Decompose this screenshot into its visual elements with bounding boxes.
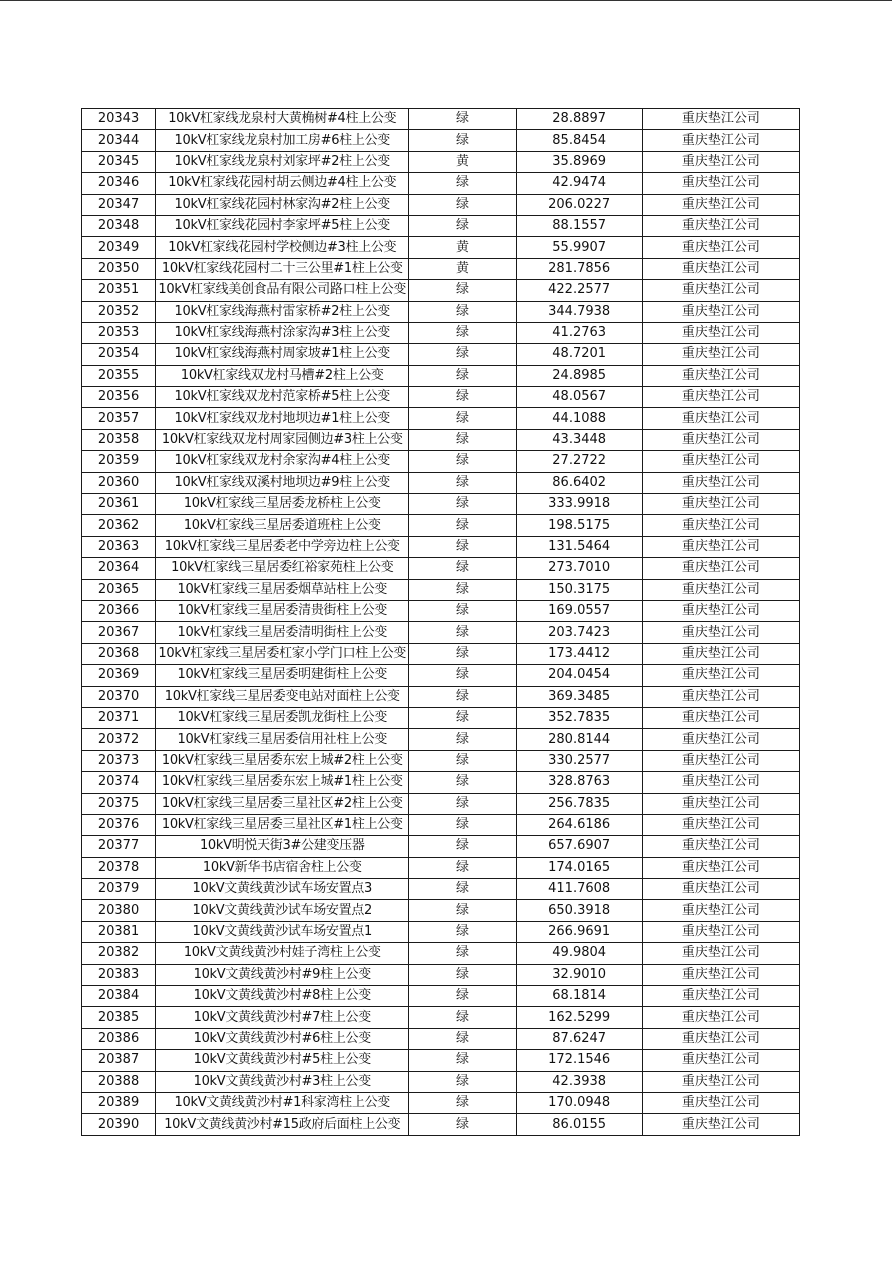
transformer-name-cell: 10kV杠家线三星居委信用社柱上公变 — [156, 729, 409, 750]
company-cell: 重庆垫江公司 — [642, 921, 799, 942]
table-row — [82, 793, 800, 814]
company-cell: 重庆垫江公司 — [642, 408, 799, 429]
status-cell: 绿 — [409, 772, 516, 793]
status-cell: 绿 — [409, 1092, 516, 1113]
status-cell: 绿 — [409, 408, 516, 429]
table-row — [82, 365, 800, 386]
transformer-name-cell: 10kV杠家线三星居委清明街柱上公变 — [156, 622, 409, 643]
transformer-name-cell: 10kV文黄线黄沙村#5柱上公变 — [156, 1050, 409, 1071]
transformer-name-cell: 10kV文黄线黄沙村#15政府后面柱上公变 — [156, 1114, 409, 1135]
row-id-cell: 20372 — [82, 729, 156, 750]
row-id-cell: 20382 — [82, 943, 156, 964]
company-cell: 重庆垫江公司 — [642, 964, 799, 985]
value-cell: 43.3448 — [516, 429, 642, 450]
value-cell: 42.9474 — [516, 173, 642, 194]
row-id-cell: 20361 — [82, 494, 156, 515]
company-cell: 重庆垫江公司 — [642, 943, 799, 964]
company-cell: 重庆垫江公司 — [642, 643, 799, 664]
row-id-cell: 20366 — [82, 600, 156, 621]
status-cell: 绿 — [409, 1071, 516, 1092]
transformer-name-cell: 10kV杠家线双龙村周家园侧边#3柱上公变 — [156, 429, 409, 450]
transformer-name-cell: 10kV杠家线三星居委红裕家苑柱上公变 — [156, 558, 409, 579]
transformer-name-cell: 10kV文黄线黄沙村#9柱上公变 — [156, 964, 409, 985]
table-body — [82, 109, 800, 1136]
row-id-cell: 20384 — [82, 986, 156, 1007]
value-cell: 48.7201 — [516, 344, 642, 365]
status-cell: 绿 — [409, 729, 516, 750]
row-id-cell: 20385 — [82, 1007, 156, 1028]
company-cell: 重庆垫江公司 — [642, 280, 799, 301]
table-row — [82, 429, 800, 450]
row-id-cell: 20381 — [82, 921, 156, 942]
company-cell: 重庆垫江公司 — [642, 536, 799, 557]
table-row — [82, 301, 800, 322]
company-cell: 重庆垫江公司 — [642, 579, 799, 600]
row-id-cell: 20367 — [82, 622, 156, 643]
transformer-name-cell: 10kV杠家线双龙村范家桥#5柱上公变 — [156, 387, 409, 408]
status-cell: 绿 — [409, 879, 516, 900]
value-cell: 170.0948 — [516, 1092, 642, 1113]
table-row — [82, 558, 800, 579]
company-cell: 重庆垫江公司 — [642, 1114, 799, 1135]
value-cell: 41.2763 — [516, 322, 642, 343]
value-cell: 650.3918 — [516, 900, 642, 921]
table-row — [82, 750, 800, 771]
transformer-name-cell: 10kV杠家线三星居委清贵街柱上公变 — [156, 600, 409, 621]
company-cell: 重庆垫江公司 — [642, 494, 799, 515]
transformer-name-cell: 10kV杠家线三星居委三星社区#2柱上公变 — [156, 793, 409, 814]
company-cell: 重庆垫江公司 — [642, 301, 799, 322]
value-cell: 203.7423 — [516, 622, 642, 643]
row-id-cell: 20351 — [82, 280, 156, 301]
company-cell: 重庆垫江公司 — [642, 793, 799, 814]
table-row — [82, 237, 800, 258]
row-id-cell: 20364 — [82, 558, 156, 579]
transformer-name-cell: 10kV新华书店宿舍柱上公变 — [156, 857, 409, 878]
status-cell: 绿 — [409, 344, 516, 365]
value-cell: 206.0227 — [516, 194, 642, 215]
company-cell: 重庆垫江公司 — [642, 836, 799, 857]
status-cell: 绿 — [409, 686, 516, 707]
table-row — [82, 1050, 800, 1071]
value-cell: 657.6907 — [516, 836, 642, 857]
company-cell: 重庆垫江公司 — [642, 1007, 799, 1028]
value-cell: 44.1088 — [516, 408, 642, 429]
row-id-cell: 20374 — [82, 772, 156, 793]
transformer-name-cell: 10kV杠家线花园村李家坪#5柱上公变 — [156, 215, 409, 236]
row-id-cell: 20389 — [82, 1092, 156, 1113]
transformer-name-cell: 10kV杠家线三星居委三星社区#1柱上公变 — [156, 814, 409, 835]
company-cell: 重庆垫江公司 — [642, 1050, 799, 1071]
status-cell: 绿 — [409, 643, 516, 664]
transformer-name-cell: 10kV杠家线海燕村涂家沟#3柱上公变 — [156, 322, 409, 343]
row-id-cell: 20343 — [82, 109, 156, 130]
value-cell: 411.7608 — [516, 879, 642, 900]
transformer-name-cell: 10kV文黄线黄沙村娃子湾柱上公变 — [156, 943, 409, 964]
company-cell: 重庆垫江公司 — [642, 344, 799, 365]
status-cell: 绿 — [409, 1007, 516, 1028]
value-cell: 173.4412 — [516, 643, 642, 664]
row-id-cell: 20360 — [82, 472, 156, 493]
company-cell: 重庆垫江公司 — [642, 472, 799, 493]
row-id-cell: 20344 — [82, 130, 156, 151]
company-cell: 重庆垫江公司 — [642, 665, 799, 686]
value-cell: 55.9907 — [516, 237, 642, 258]
status-cell: 绿 — [409, 322, 516, 343]
transformer-name-cell: 10kV杠家线双龙村余家沟#4柱上公变 — [156, 451, 409, 472]
transformer-name-cell: 10kV杠家线双龙村马槽#2柱上公变 — [156, 365, 409, 386]
transformer-name-cell: 10kV文黄线黄沙试车场安置点2 — [156, 900, 409, 921]
company-cell: 重庆垫江公司 — [642, 750, 799, 771]
row-id-cell: 20369 — [82, 665, 156, 686]
row-id-cell: 20358 — [82, 429, 156, 450]
transformer-name-cell: 10kV杠家线海燕村周家坡#1柱上公变 — [156, 344, 409, 365]
value-cell: 281.7856 — [516, 258, 642, 279]
status-cell: 绿 — [409, 622, 516, 643]
value-cell: 86.0155 — [516, 1114, 642, 1135]
company-cell: 重庆垫江公司 — [642, 772, 799, 793]
status-cell: 绿 — [409, 280, 516, 301]
value-cell: 131.5464 — [516, 536, 642, 557]
row-id-cell: 20365 — [82, 579, 156, 600]
row-id-cell: 20375 — [82, 793, 156, 814]
row-id-cell: 20380 — [82, 900, 156, 921]
table-row — [82, 408, 800, 429]
transformer-name-cell: 10kV杠家线双溪村地坝边#9柱上公变 — [156, 472, 409, 493]
value-cell: 28.8897 — [516, 109, 642, 130]
table-row — [82, 151, 800, 172]
company-cell: 重庆垫江公司 — [642, 879, 799, 900]
table-row — [82, 665, 800, 686]
table-row — [82, 515, 800, 536]
value-cell: 280.8144 — [516, 729, 642, 750]
value-cell: 150.3175 — [516, 579, 642, 600]
company-cell: 重庆垫江公司 — [642, 429, 799, 450]
status-cell: 绿 — [409, 215, 516, 236]
row-id-cell: 20386 — [82, 1028, 156, 1049]
page-top-border — [0, 0, 892, 1]
transformer-name-cell: 10kV杠家线花园村二十三公里#1柱上公变 — [156, 258, 409, 279]
value-cell: 333.9918 — [516, 494, 642, 515]
table-row — [82, 579, 800, 600]
transformer-name-cell: 10kV杠家线三星居委东宏上城#1柱上公变 — [156, 772, 409, 793]
transformer-name-cell: 10kV文黄线黄沙村#1科家湾柱上公变 — [156, 1092, 409, 1113]
table-row — [82, 322, 800, 343]
transformer-name-cell: 10kV杠家线三星居委变电站对面柱上公变 — [156, 686, 409, 707]
transformer-name-cell: 10kV杠家线双龙村地坝边#1柱上公变 — [156, 408, 409, 429]
transformer-name-cell: 10kV杠家线三星居委东宏上城#2柱上公变 — [156, 750, 409, 771]
status-cell: 绿 — [409, 600, 516, 621]
value-cell: 198.5175 — [516, 515, 642, 536]
row-id-cell: 20353 — [82, 322, 156, 343]
value-cell: 68.1814 — [516, 986, 642, 1007]
transformer-name-cell: 10kV文黄线黄沙村#7柱上公变 — [156, 1007, 409, 1028]
value-cell: 328.8763 — [516, 772, 642, 793]
table-row — [82, 857, 800, 878]
transformer-name-cell: 10kV杠家线三星居委老中学旁边柱上公变 — [156, 536, 409, 557]
transformer-name-cell: 10kV文黄线黄沙村#8柱上公变 — [156, 986, 409, 1007]
transformer-name-cell: 10kV文黄线黄沙村#6柱上公变 — [156, 1028, 409, 1049]
table-row — [82, 879, 800, 900]
row-id-cell: 20378 — [82, 857, 156, 878]
row-id-cell: 20348 — [82, 215, 156, 236]
company-cell: 重庆垫江公司 — [642, 109, 799, 130]
status-cell: 绿 — [409, 836, 516, 857]
value-cell: 352.7835 — [516, 707, 642, 728]
table-row — [82, 1092, 800, 1113]
transformer-name-cell: 10kV杠家线海燕村雷家桥#2柱上公变 — [156, 301, 409, 322]
company-cell: 重庆垫江公司 — [642, 729, 799, 750]
value-cell: 273.7010 — [516, 558, 642, 579]
status-cell: 绿 — [409, 750, 516, 771]
table-row — [82, 772, 800, 793]
row-id-cell: 20373 — [82, 750, 156, 771]
transformer-name-cell: 10kV杠家线龙泉村大黄桷树#4柱上公变 — [156, 109, 409, 130]
row-id-cell: 20352 — [82, 301, 156, 322]
transformer-name-cell: 10kV杠家线花园村胡云侧边#4柱上公变 — [156, 173, 409, 194]
table-row — [82, 686, 800, 707]
transformer-name-cell: 10kV文黄线黄沙试车场安置点3 — [156, 879, 409, 900]
transformer-name-cell: 10kV明悦天街3#公建变压器 — [156, 836, 409, 857]
row-id-cell: 20356 — [82, 387, 156, 408]
company-cell: 重庆垫江公司 — [642, 151, 799, 172]
table-row — [82, 109, 800, 130]
status-cell: 绿 — [409, 579, 516, 600]
status-cell: 绿 — [409, 515, 516, 536]
table-row — [82, 900, 800, 921]
table-row — [82, 814, 800, 835]
value-cell: 48.0567 — [516, 387, 642, 408]
value-cell: 266.9691 — [516, 921, 642, 942]
row-id-cell: 20349 — [82, 237, 156, 258]
status-cell: 绿 — [409, 472, 516, 493]
company-cell: 重庆垫江公司 — [642, 365, 799, 386]
row-id-cell: 20371 — [82, 707, 156, 728]
row-id-cell: 20387 — [82, 1050, 156, 1071]
row-id-cell: 20388 — [82, 1071, 156, 1092]
table-row — [82, 964, 800, 985]
row-id-cell: 20357 — [82, 408, 156, 429]
company-cell: 重庆垫江公司 — [642, 900, 799, 921]
table-row — [82, 215, 800, 236]
status-cell: 绿 — [409, 943, 516, 964]
row-id-cell: 20346 — [82, 173, 156, 194]
status-cell: 绿 — [409, 793, 516, 814]
table-row — [82, 173, 800, 194]
company-cell: 重庆垫江公司 — [642, 1071, 799, 1092]
table-row — [82, 536, 800, 557]
company-cell: 重庆垫江公司 — [642, 515, 799, 536]
status-cell: 绿 — [409, 921, 516, 942]
company-cell: 重庆垫江公司 — [642, 558, 799, 579]
row-id-cell: 20350 — [82, 258, 156, 279]
company-cell: 重庆垫江公司 — [642, 986, 799, 1007]
status-cell: 绿 — [409, 494, 516, 515]
table-row — [82, 836, 800, 857]
value-cell: 330.2577 — [516, 750, 642, 771]
status-cell: 绿 — [409, 1050, 516, 1071]
table-row — [82, 258, 800, 279]
row-id-cell: 20362 — [82, 515, 156, 536]
transformer-name-cell: 10kV杠家线三星居委烟草站柱上公变 — [156, 579, 409, 600]
status-cell: 绿 — [409, 536, 516, 557]
row-id-cell: 20370 — [82, 686, 156, 707]
table-row — [82, 472, 800, 493]
value-cell: 344.7938 — [516, 301, 642, 322]
status-cell: 绿 — [409, 130, 516, 151]
value-cell: 256.7835 — [516, 793, 642, 814]
status-cell: 绿 — [409, 109, 516, 130]
table-row — [82, 387, 800, 408]
company-cell: 重庆垫江公司 — [642, 237, 799, 258]
table-row — [82, 729, 800, 750]
table-row — [82, 643, 800, 664]
status-cell: 绿 — [409, 558, 516, 579]
status-cell: 绿 — [409, 857, 516, 878]
status-cell: 黄 — [409, 258, 516, 279]
row-id-cell: 20379 — [82, 879, 156, 900]
company-cell: 重庆垫江公司 — [642, 814, 799, 835]
status-cell: 绿 — [409, 387, 516, 408]
table-row — [82, 707, 800, 728]
status-cell: 绿 — [409, 964, 516, 985]
transformer-name-cell: 10kV杠家线三星居委道班柱上公变 — [156, 515, 409, 536]
company-cell: 重庆垫江公司 — [642, 686, 799, 707]
status-cell: 绿 — [409, 1028, 516, 1049]
table-row — [82, 344, 800, 365]
status-cell: 黄 — [409, 237, 516, 258]
transformer-name-cell: 10kV杠家线三星居委凯龙街柱上公变 — [156, 707, 409, 728]
table-row — [82, 943, 800, 964]
company-cell: 重庆垫江公司 — [642, 1028, 799, 1049]
table-row — [82, 986, 800, 1007]
transformer-name-cell: 10kV文黄线黄沙村#3柱上公变 — [156, 1071, 409, 1092]
status-cell: 绿 — [409, 173, 516, 194]
status-cell: 绿 — [409, 451, 516, 472]
value-cell: 264.6186 — [516, 814, 642, 835]
value-cell: 87.6247 — [516, 1028, 642, 1049]
company-cell: 重庆垫江公司 — [642, 622, 799, 643]
value-cell: 369.3485 — [516, 686, 642, 707]
company-cell: 重庆垫江公司 — [642, 130, 799, 151]
transformer-table — [81, 108, 800, 1136]
row-id-cell: 20354 — [82, 344, 156, 365]
table-row — [82, 280, 800, 301]
table-row — [82, 1007, 800, 1028]
company-cell: 重庆垫江公司 — [642, 1092, 799, 1113]
company-cell: 重庆垫江公司 — [642, 387, 799, 408]
status-cell: 绿 — [409, 814, 516, 835]
table-row — [82, 451, 800, 472]
table-row — [82, 600, 800, 621]
status-cell: 绿 — [409, 301, 516, 322]
company-cell: 重庆垫江公司 — [642, 600, 799, 621]
row-id-cell: 20363 — [82, 536, 156, 557]
status-cell: 绿 — [409, 365, 516, 386]
value-cell: 86.6402 — [516, 472, 642, 493]
transformer-name-cell: 10kV文黄线黄沙试车场安置点1 — [156, 921, 409, 942]
status-cell: 黄 — [409, 151, 516, 172]
status-cell: 绿 — [409, 986, 516, 1007]
company-cell: 重庆垫江公司 — [642, 258, 799, 279]
transformer-name-cell: 10kV杠家线龙泉村加工房#6柱上公变 — [156, 130, 409, 151]
company-cell: 重庆垫江公司 — [642, 857, 799, 878]
company-cell: 重庆垫江公司 — [642, 194, 799, 215]
row-id-cell: 20355 — [82, 365, 156, 386]
company-cell: 重庆垫江公司 — [642, 173, 799, 194]
transformer-name-cell: 10kV杠家线龙泉村刘家坪#2柱上公变 — [156, 151, 409, 172]
transformer-name-cell: 10kV杠家线三星居委杠家小学门口柱上公变 — [156, 643, 409, 664]
company-cell: 重庆垫江公司 — [642, 215, 799, 236]
row-id-cell: 20345 — [82, 151, 156, 172]
table-row — [82, 130, 800, 151]
company-cell: 重庆垫江公司 — [642, 451, 799, 472]
status-cell: 绿 — [409, 429, 516, 450]
value-cell: 422.2577 — [516, 280, 642, 301]
row-id-cell: 20390 — [82, 1114, 156, 1135]
table-row — [82, 494, 800, 515]
value-cell: 174.0165 — [516, 857, 642, 878]
company-cell: 重庆垫江公司 — [642, 707, 799, 728]
table-row — [82, 1071, 800, 1092]
value-cell: 169.0557 — [516, 600, 642, 621]
value-cell: 88.1557 — [516, 215, 642, 236]
company-cell: 重庆垫江公司 — [642, 322, 799, 343]
transformer-name-cell: 10kV杠家线花园村林家沟#2柱上公变 — [156, 194, 409, 215]
table-row — [82, 921, 800, 942]
status-cell: 绿 — [409, 194, 516, 215]
value-cell: 24.8985 — [516, 365, 642, 386]
table-row — [82, 194, 800, 215]
row-id-cell: 20383 — [82, 964, 156, 985]
row-id-cell: 20359 — [82, 451, 156, 472]
transformer-name-cell: 10kV杠家线三星居委明建街柱上公变 — [156, 665, 409, 686]
value-cell: 32.9010 — [516, 964, 642, 985]
row-id-cell: 20376 — [82, 814, 156, 835]
value-cell: 162.5299 — [516, 1007, 642, 1028]
value-cell: 204.0454 — [516, 665, 642, 686]
transformer-name-cell: 10kV杠家线花园村学校侧边#3柱上公变 — [156, 237, 409, 258]
table-row — [82, 622, 800, 643]
row-id-cell: 20377 — [82, 836, 156, 857]
transformer-name-cell: 10kV杠家线三星居委龙桥柱上公变 — [156, 494, 409, 515]
status-cell: 绿 — [409, 1114, 516, 1135]
row-id-cell: 20368 — [82, 643, 156, 664]
value-cell: 27.2722 — [516, 451, 642, 472]
status-cell: 绿 — [409, 707, 516, 728]
value-cell: 42.3938 — [516, 1071, 642, 1092]
value-cell: 35.8969 — [516, 151, 642, 172]
row-id-cell: 20347 — [82, 194, 156, 215]
value-cell: 172.1546 — [516, 1050, 642, 1071]
status-cell: 绿 — [409, 665, 516, 686]
transformer-name-cell: 10kV杠家线美创食品有限公司路口柱上公变 — [156, 280, 409, 301]
status-cell: 绿 — [409, 900, 516, 921]
table-row — [82, 1114, 800, 1135]
value-cell: 85.8454 — [516, 130, 642, 151]
table-row — [82, 1028, 800, 1049]
value-cell: 49.9804 — [516, 943, 642, 964]
